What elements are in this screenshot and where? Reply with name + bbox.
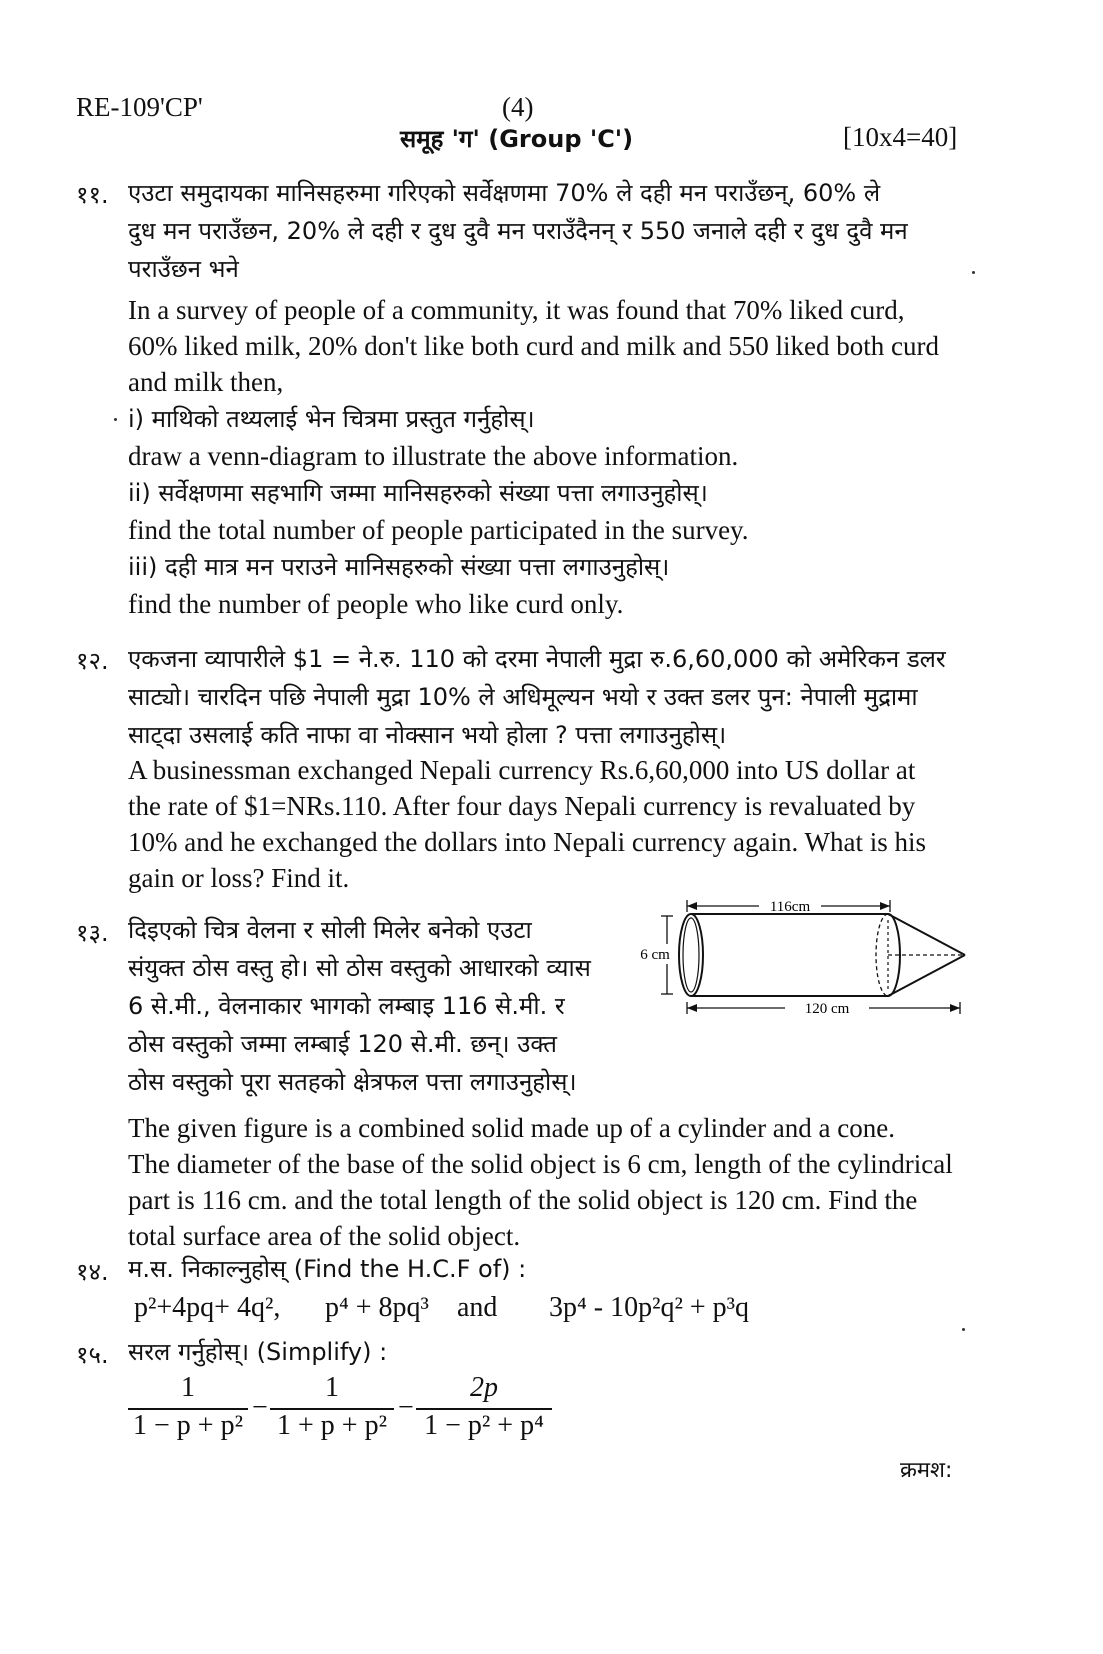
q11-english-line: 60% liked milk, 20% don't like both curd and milk and 550 liked both curd xyxy=(128,331,939,361)
hcf-expression-3: 3p⁴ - 10p²q² + p³q xyxy=(549,1292,750,1323)
scan-speck xyxy=(962,1328,965,1331)
hcf-expression-2: p⁴ + 8pq³ xyxy=(325,1292,429,1323)
fraction-1-denominator: 1 − p + p² xyxy=(133,1410,243,1441)
q11-part-1-english: draw a venn-diagram to illustrate the above information. xyxy=(128,441,739,471)
left-dimension-label: 6 cm xyxy=(640,947,670,963)
q11-english-line: and milk then, xyxy=(128,367,284,397)
group-title: समूह 'ग' (Group 'C') xyxy=(400,125,634,153)
question-15-number: १५. xyxy=(76,1341,109,1369)
q13-english-line: The diameter of the base of the solid object is 6 cm, length of the cylindrical xyxy=(128,1149,953,1179)
top-dimension-label: 116cm xyxy=(769,899,811,915)
fraction-3 xyxy=(416,1372,552,1446)
q13-english-line: The given figure is a combined solid made up of a cylinder and a cone. xyxy=(128,1113,895,1143)
q13-nepali-line: संयुक्त ठोस वस्तु हो। सो ठोस वस्तुको आधारको व्यास xyxy=(128,954,591,982)
fraction-3-numerator: 2p xyxy=(470,1372,498,1403)
fraction-1-numerator: 1 xyxy=(181,1372,195,1403)
bottom-dimension-label: 120 cm xyxy=(804,1001,850,1017)
q11-nepali-line: दुध मन पराउँछन, 20% ले दही र दुध दुवै मन पराउँदैनन् र 550 जनाले दही र दुध दुवै मन xyxy=(128,217,908,245)
fraction-2-numerator: 1 xyxy=(325,1372,339,1403)
q12-nepali-line: साट्दा उसलाई कति नाफा वा नोक्सान भयो होला ? पत्ता लगाउनुहोस्। xyxy=(128,721,727,749)
q12-nepali-line: साट्यो। चारदिन पछि नेपाली मुद्रा 10% ले अधिमूल्यन भयो र उक्त डलर पुन: नेपाली मुद्रामा xyxy=(128,683,918,711)
q13-nepali-line: ठोस वस्तुको पूरा सतहको क्षेत्रफल पत्ता लगाउनुहोस्। xyxy=(128,1068,577,1096)
question-14-number: १४. xyxy=(76,1258,109,1286)
scan-speck xyxy=(114,418,117,421)
q11-part-2-english: find the total number of people participated in the survey. xyxy=(128,515,749,545)
minus-sign-2: − xyxy=(398,1392,414,1423)
marks-label: [10x4=40] xyxy=(843,122,958,152)
question-13-number: १३. xyxy=(76,919,109,947)
q11-nepali-line: एउटा समुदायका मानिसहरुमा गरिएको सर्वेक्षणमा 70% ले दही मन पराउँछन्, 60% ले xyxy=(128,179,881,207)
question-11-number: ११. xyxy=(76,181,109,209)
minus-sign-1: − xyxy=(252,1392,268,1423)
q13-nepali-line: ठोस वस्तुको जम्मा लम्बाई 120 से.मी. छन्। उक्त xyxy=(128,1030,557,1058)
q13-english-line: part is 116 cm. and the total length of the solid object is 120 cm. Find the xyxy=(128,1185,918,1215)
question-13-nepali xyxy=(128,911,591,1101)
scan-speck xyxy=(972,271,975,274)
q11-part-3-english: find the number of people who like curd only. xyxy=(128,589,624,619)
question-14-instruction: म.स. निकाल्नुहोस् (Find the H.C.F of) : xyxy=(128,1255,527,1283)
q13-english-line: total surface area of the solid object. xyxy=(128,1221,521,1251)
question-11-parts xyxy=(128,400,749,622)
hcf-expression-1: p²+4pq+ 4q², xyxy=(134,1292,281,1323)
exam-code: RE-109'CP' xyxy=(76,92,203,122)
q11-english-line: In a survey of people of a community, it was found that 70% liked curd, xyxy=(128,295,905,325)
question-12-nepali xyxy=(128,640,946,754)
question-11-nepali xyxy=(128,174,908,288)
page-number: (4) xyxy=(502,92,534,122)
question-15-instruction: सरल गर्नुहोस्। (Simplify) : xyxy=(128,1338,388,1366)
question-12-english xyxy=(128,752,926,896)
q12-nepali-line: एकजना व्यापारीले $1 = ने.रु. 110 को दरमा नेपाली मुद्रा रु.6,60,000 को अमेरिकन डलर xyxy=(128,645,946,673)
q11-part-3-nepali: iii) दही मात्र मन पराउने मानिसहरुको संख्या पत्ता लगाउनुहोस्। xyxy=(128,553,670,581)
q13-nepali-line: दिइएको चित्र वेलना र सोली मिलेर बनेको एउटा xyxy=(128,916,532,944)
fraction-2-denominator: 1 + p + p² xyxy=(277,1410,387,1441)
question-13-english xyxy=(128,1110,953,1254)
fraction-2 xyxy=(270,1372,394,1446)
q11-part-1-nepali: i) माथिको तथ्यलाई भेन चित्रमा प्रस्तुत गर्नुहोस्। xyxy=(128,405,535,433)
fraction-3-denominator: 1 − p² + p⁴ xyxy=(424,1410,544,1441)
q13-nepali-line: 6 से.मी., वेलनाकार भागको लम्बाइ 116 से.मी. र xyxy=(128,992,565,1020)
question-11-english xyxy=(128,292,939,400)
q12-english-line: the rate of $1=NRs.110. After four days Nepali currency is revaluated by xyxy=(128,791,916,821)
q11-part-2-nepali: ii) सर्वेक्षणमा सहभागि जम्मा मानिसहरुको संख्या पत्ता लगाउनुहोस्। xyxy=(128,479,708,507)
q12-english-line: 10% and he exchanged the dollars into Nepali currency again. What is his xyxy=(128,827,926,857)
continued-label: क्रमश: xyxy=(900,1458,953,1483)
cylinder-cone-figure xyxy=(625,890,975,1030)
question-12-number: १२. xyxy=(76,647,109,675)
q11-nepali-line: पराउँछन भने xyxy=(128,255,239,283)
q12-english-line: gain or loss? Find it. xyxy=(128,863,350,893)
fraction-1 xyxy=(128,1372,248,1446)
hcf-conjunction: and xyxy=(457,1292,498,1323)
q12-english-line: A businessman exchanged Nepali currency Rs.6,60,000 into US dollar at xyxy=(128,755,916,785)
